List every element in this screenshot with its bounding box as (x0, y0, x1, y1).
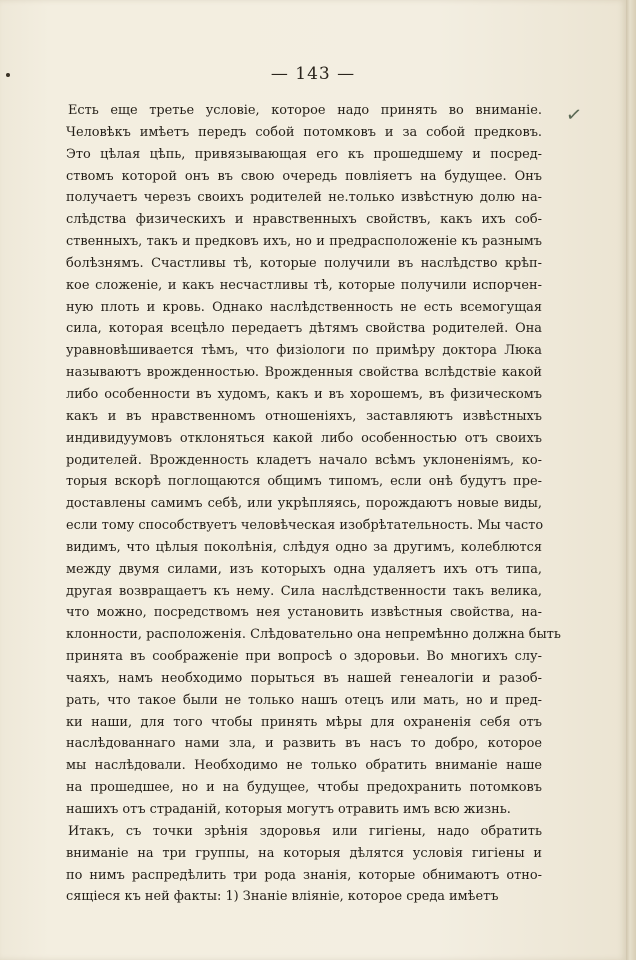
text-line: Это цѣлая цѣпь, привязывающая его къ прошедшему и посред- (66, 146, 542, 162)
text-line: ную плоть и кровь. Однако наслѣдственность не есть всемогущая (66, 299, 542, 315)
text-line: Есть еще третье условіе, которое надо принять во вниманіе. (68, 103, 542, 118)
text-line: торыя вскорѣ поглощаются общимъ типомъ, если онѣ будутъ пре- (66, 474, 542, 490)
text-line: болѣзнямъ. Счастливы тѣ, которые получили въ наслѣдство крѣп- (66, 255, 542, 271)
text-line: по нимъ распредѣлить три рода знанія, которые обнимаютъ отно- (66, 867, 542, 883)
text-line: чаяхъ, намъ необходимо порыться въ нашей генеалогіи и разоб- (66, 670, 542, 686)
text-line: ственныхъ, такъ и предковъ ихъ, но и предрасположеніе къ разнымъ (66, 234, 542, 250)
text-line: получаетъ черезъ своихъ родителей не.только извѣстную долю на- (66, 190, 542, 206)
text-line: ки наши, для того чтобы принять мѣры для охраненія себя отъ (66, 714, 542, 730)
text-line: доставлены самимъ себѣ, или укрѣпляясь, порождаютъ новые виды, (66, 496, 542, 512)
text-line: какъ и въ нравственномъ отношеніяхъ, заставляютъ извѣстныхъ (66, 408, 542, 424)
text-line: называютъ врожденностью. Врожденныя свойства вслѣдствіе какой (66, 365, 542, 381)
text-line: Итакъ, съ точки зрѣнія здоровья или гигіены, надо обратить (68, 823, 542, 839)
text-line: между двумя силами, изъ которыхъ одна удаляетъ ихъ отъ типа, (66, 561, 542, 577)
text-line: рать, что такое были не только нашъ отецъ или мать, но и пред- (66, 692, 542, 708)
page-edge (626, 0, 636, 960)
margin-check-mark: ✓ (564, 102, 584, 128)
text-line: индивидуумовъ отклоняться какой либо особенностью отъ своихъ (66, 430, 542, 446)
text-line: кое сложеніе, и какъ несчастливы тѣ, которые получили испорчен- (66, 277, 542, 293)
text-line: родителей. Врожденность кладетъ начало всѣмъ уклоненіямъ, ко- (66, 452, 542, 468)
text-line: либо особенности въ худомъ, какъ и въ хорошемъ, въ физическомъ (66, 386, 542, 402)
text-line: слѣдства физическихъ и нравственныхъ свойствъ, какъ ихъ соб- (66, 212, 542, 228)
text-line: если тому способствуетъ человѣческая изобрѣтательность. Мы часто (66, 518, 544, 534)
text-line: сила, которая всецѣло передаетъ дѣтямъ свойства родителей. Она (66, 321, 542, 337)
text-line: наслѣдованнаго нами зла, и развить въ насъ то добро, которое (66, 736, 542, 752)
text-line: Человѣкъ имѣетъ передъ собой потомковъ и за собой предковъ. (66, 124, 542, 140)
text-line: принята въ соображеніе при вопросѣ о здоровьи. Во многихъ слу- (66, 649, 542, 665)
text-line: вниманіе на три группы, на которыя дѣлятся условія гигіены и (66, 845, 542, 861)
text-line: другая возвращаетъ къ нему. Сила наслѣдственности такъ велика, (66, 583, 542, 599)
text-line: сящіеся къ ней факты: 1) Знаніе вліяніе, которое среда имѣетъ (66, 889, 499, 905)
text-line: мы наслѣдовали. Необходимо не только обратить вниманіе наше (66, 758, 542, 774)
text-line: клонности, расположенія. Слѣдовательно она непремѣнно должна быть (66, 627, 561, 643)
text-line: на прошедшее, но и на будущее, чтобы предохранить потомковъ (66, 780, 542, 796)
text-line: видимъ, что цѣлыя поколѣнія, слѣдуя одно за другимъ, колеблются (66, 539, 542, 555)
text-line: нашихъ отъ страданій, которыя могутъ отравить имъ всю жизнь. (66, 802, 511, 817)
text-line: уравновѣшивается тѣмъ, что физіологи по примѣру доктора Люка (66, 343, 542, 359)
text-line: что можно, посредствомъ нея установить извѣстныя свойства, на- (66, 605, 542, 621)
text-line: ствомъ которой онъ въ свою очередь повліяетъ на будущее. Онъ (66, 168, 542, 184)
page-number: — 143 — (270, 64, 356, 84)
body-text (66, 100, 561, 908)
